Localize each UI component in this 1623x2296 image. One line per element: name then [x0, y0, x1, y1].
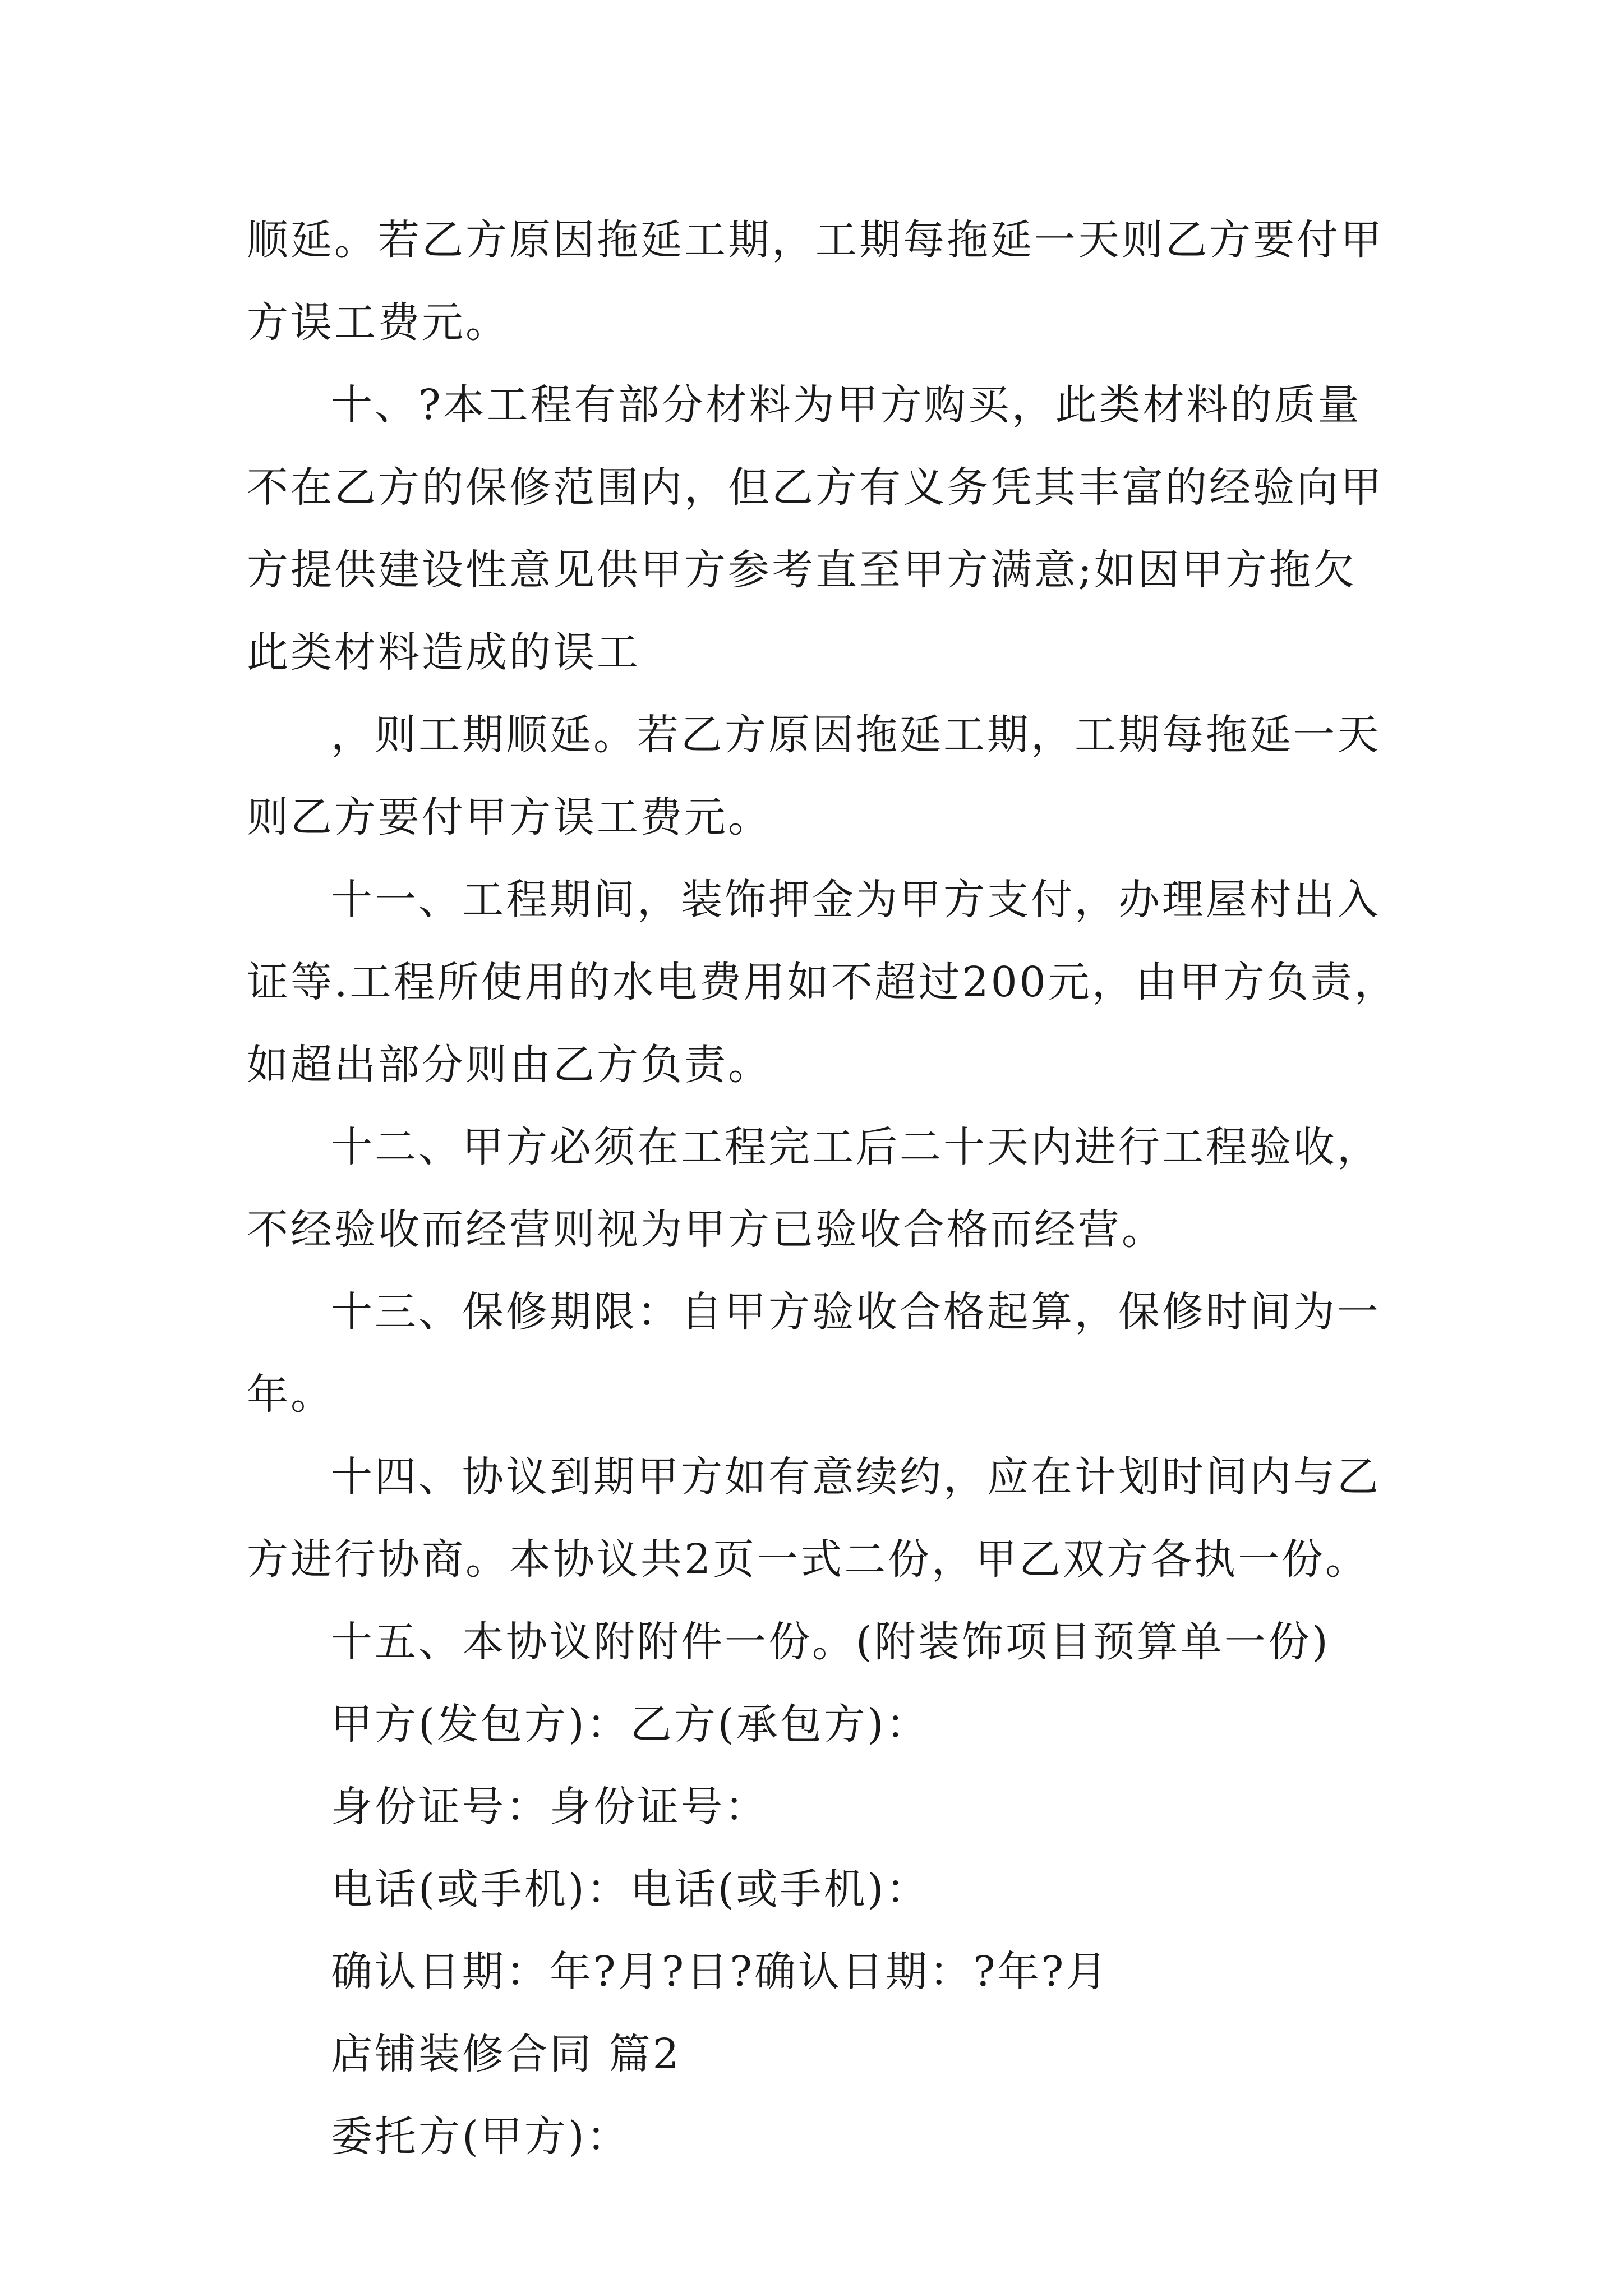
client-line: 委托方(甲方)： — [331, 2113, 630, 2161]
text-line: 年。 — [247, 1370, 334, 1419]
text-line: 顺延。若乙方原因拖延工期，工期每拖延一天则乙方要付甲 — [247, 216, 1384, 264]
clause-11-line: 十一、工程期间，装饰押金为甲方支付，办理屋村出入 — [331, 876, 1381, 924]
text-line: 方进行协商。本协议共2页一式二份，甲乙双方各执一份。 — [247, 1535, 1370, 1584]
confirm-date-line: 确认日期：年?月?日?确认日期：?年?月 — [331, 1948, 1110, 1996]
clause-14-line: 十四、协议到期甲方如有意续约，应在计划时间内与乙 — [331, 1453, 1381, 1501]
clause-15-line: 十五、本协议附附件一份。(附装饰项目预算单一份) — [331, 1618, 1330, 1666]
text-line: 方提供建设性意见供甲方参考直至甲方满意;如因甲方拖欠 — [247, 546, 1357, 594]
id-number-line: 身份证号：身份证号： — [331, 1783, 768, 1831]
text-line: 如超出部分则由乙方负责。 — [247, 1041, 772, 1089]
clause-10-line: 十、?本工程有部分材料为甲方购买，此类材料的质量 — [331, 381, 1362, 429]
text-line: 方误工费元。 — [247, 298, 509, 347]
text-line: 证等.工程所使用的水电费用如不超过200元，由甲方负责， — [247, 958, 1398, 1006]
section-heading: 店铺装修合同 篇2 — [331, 2030, 681, 2078]
text-line: ，则工期顺延。若乙方原因拖延工期，工期每拖延一天 — [331, 711, 1381, 759]
text-line: 不经验收而经营则视为甲方已验收合格而经营。 — [247, 1205, 1165, 1254]
phone-line: 电话(或手机)：电话(或手机)： — [331, 1865, 930, 1913]
text-line: 不在乙方的保修范围内，但乙方有义务凭其丰富的经验向甲 — [247, 463, 1384, 512]
text-line: 则乙方要付甲方误工费元。 — [247, 793, 772, 841]
text-line: 此类材料造成的误工 — [247, 628, 640, 677]
clause-13-line: 十三、保修期限：自甲方验收合格起算，保修时间为一 — [331, 1288, 1381, 1336]
party-line: 甲方(发包方)：乙方(承包方)： — [331, 1700, 930, 1749]
document-body — [247, 199, 1396, 2178]
clause-12-line: 十二、甲方必须在工程完工后二十天内进行工程验收， — [331, 1123, 1381, 1171]
